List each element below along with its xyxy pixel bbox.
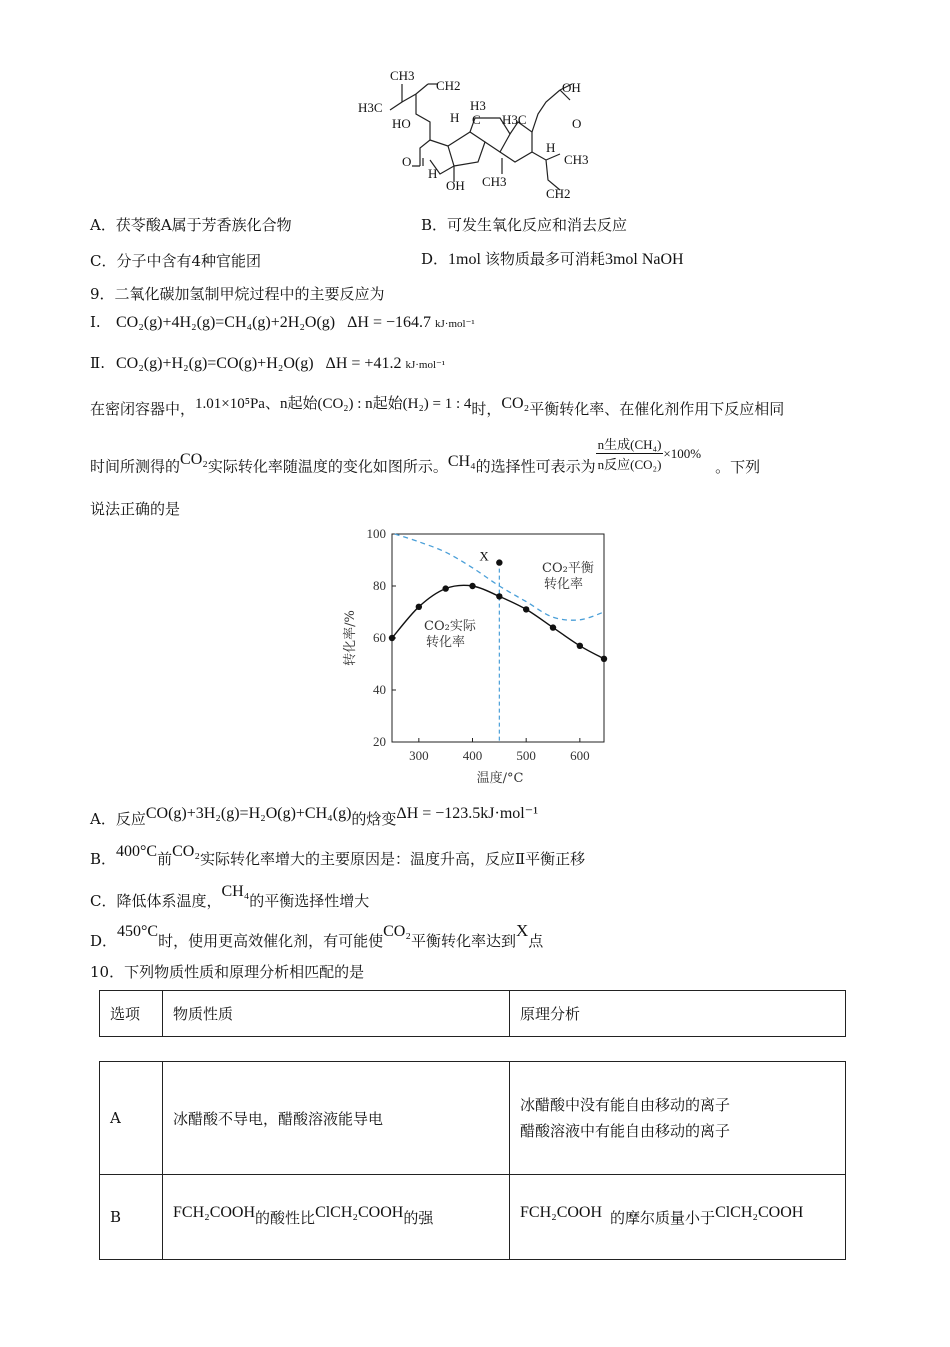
opt-b-text: 前	[157, 850, 173, 868]
q9-co2: CO₂	[180, 450, 208, 468]
selectivity-fraction	[596, 434, 664, 473]
reaction-1-label: Ⅰ.	[90, 313, 101, 331]
struct-label: H3C	[358, 100, 383, 115]
opt-d-text: 平衡转化率达到	[410, 932, 516, 950]
y-axis-label: 转化率/%	[343, 610, 358, 666]
q9-p1-text: 在密闭容器中，	[90, 400, 196, 418]
row-b-reason	[510, 1175, 846, 1260]
struct-label: O	[572, 116, 582, 131]
reaction-1-equation: CO₂(g)+4H₂(g)=CH₄(g)+2H₂O(g) ΔH = −164.7	[116, 314, 432, 331]
row-b-key: B	[100, 1175, 163, 1260]
q9-paragraph-3: 说法正确的是	[90, 500, 181, 518]
row-a-reason	[510, 1062, 846, 1175]
opt-d-text: 点	[528, 932, 544, 950]
opt-d-point: X	[515, 921, 529, 940]
point-x-label: X	[479, 548, 489, 564]
q9-condition: 1.01×10⁵Pa、n起始(CO₂) : n起始(H₂) = 1 : 4	[195, 396, 472, 412]
data-point	[496, 593, 502, 599]
q9-option-a	[90, 802, 538, 828]
header-option: 选项	[100, 991, 163, 1037]
q8-d-label: D．	[421, 250, 449, 268]
q9-paragraph-1	[90, 395, 785, 419]
q8-option-a: A．茯苓酸A属于芳香族化合物	[90, 216, 292, 234]
data-point	[550, 624, 556, 630]
struct-label: CH3	[390, 68, 415, 83]
point-x-marker	[496, 559, 502, 565]
struct-label: CH3	[482, 174, 507, 189]
q8-option-d	[421, 248, 684, 269]
q9-p1-text: 平衡转化率、在催化剂作用下反应相同	[529, 400, 785, 418]
row-b-property	[163, 1175, 510, 1260]
row-a-property: 冰醋酸不导电，醋酸溶液能导电	[163, 1062, 510, 1175]
struct-label: H	[450, 110, 460, 125]
opt-a-text: A．反应	[90, 810, 146, 828]
row-b-reason-text: 的摩尔质量小于	[610, 1208, 716, 1227]
struct-label: OH	[446, 178, 465, 193]
opt-c-text: C．降低体系温度，	[90, 892, 222, 910]
opt-c-text: 的平衡选择性增大	[249, 892, 370, 910]
x-tick-label: 400	[462, 748, 483, 763]
struct-label: C	[472, 112, 481, 127]
row-b-text: 的酸性比	[255, 1208, 316, 1227]
q10-body-table	[99, 1061, 846, 1260]
q9-p2-text: 的选择性可表示为	[475, 457, 596, 476]
q8-option-b: B．可发生氧化反应和消去反应	[421, 216, 628, 234]
data-point	[523, 606, 529, 612]
y-tick-label: 20	[373, 734, 386, 749]
struct-label: CH3	[564, 152, 589, 167]
header-reason: 原理分析	[510, 991, 846, 1037]
q9-reaction-1	[90, 313, 475, 332]
annotation-act-line1: CO₂实际	[424, 619, 476, 634]
q9-stem: 9．二氧化碳加氢制甲烷过程中的主要反应为	[90, 285, 385, 303]
struct-label: HO	[392, 116, 411, 131]
row-b-fch2cooh: FCH₂COOH	[173, 1203, 256, 1221]
opt-d-temp: 450°C	[117, 923, 159, 940]
x-tick-label: 500	[516, 748, 536, 763]
annotation-eq-line2: 转化率	[544, 577, 584, 592]
x-tick-label: 600	[570, 748, 590, 763]
data-point	[469, 583, 475, 589]
table-row	[100, 1175, 846, 1260]
struct-label: H	[546, 140, 556, 155]
struct-label: O	[402, 154, 412, 169]
y-tick-label: 60	[373, 630, 386, 645]
data-point	[442, 585, 448, 591]
conversion-chart	[330, 520, 630, 790]
q9-co2: CO₂	[501, 395, 530, 412]
annotation-act-line2: 转化率	[426, 635, 466, 650]
row-b-text: 的强	[403, 1208, 434, 1227]
fraction-denominator: n反应(CO₂)	[597, 457, 662, 472]
struct-label: CH2	[546, 186, 571, 201]
q9-reaction-2	[90, 354, 445, 373]
reaction-2-equation: CO₂(g)+H₂(g)=CO(g)+H₂O(g) ΔH = +41.2	[116, 355, 402, 372]
opt-b-temp: 400°C	[116, 843, 158, 860]
opt-d-co2: CO₂	[383, 923, 411, 940]
y-tick-label: 80	[373, 578, 386, 593]
q9-option-b	[90, 840, 586, 868]
data-point	[577, 643, 583, 649]
data-point	[601, 656, 607, 662]
row-b-clch2cooh: ClCH₂COOH	[315, 1203, 404, 1221]
q8-d-mid: 该物质最多可消耗	[484, 250, 605, 268]
fraction-tail: ×100%	[663, 445, 702, 461]
q8-d-amount-1mol: 1mol	[448, 251, 481, 268]
struct-label: OH	[562, 80, 581, 95]
q9-p1-text: 时，	[471, 400, 502, 418]
opt-b-text: B．	[90, 850, 117, 868]
x-tick-label: 300	[409, 748, 429, 763]
opt-a-enthalpy: ΔH = −123.5kJ·mol⁻¹	[396, 805, 538, 822]
row-a-reason-line1: 冰醋酸中没有能自由移动的离子	[520, 1096, 731, 1114]
struct-label: CH2	[436, 78, 461, 93]
q9-p2-text: 时间所测得的	[90, 457, 181, 476]
struct-label: H3C	[502, 112, 527, 127]
q9-p2-text: 。下列	[715, 457, 761, 476]
q9-paragraph-2	[90, 437, 761, 487]
opt-d-text: D．	[90, 932, 118, 950]
row-a-reason-line2: 醋酸溶液中有能自由移动的离子	[520, 1122, 731, 1140]
header-property: 物质性质	[163, 991, 510, 1037]
q10-stem: 10．下列物质性质和原理分析相匹配的是	[90, 963, 365, 981]
opt-b-co2: CO₂	[172, 843, 200, 860]
y-tick-label: 100	[366, 526, 386, 541]
opt-a-text: 的焓变	[351, 810, 397, 828]
struct-label: H3	[470, 98, 486, 113]
opt-b-text: 实际转化率增大的主要原因是：温度升高，反应Ⅱ平衡正移	[199, 850, 586, 868]
data-point	[416, 604, 422, 610]
x-axis-label: 温度/°C	[476, 771, 524, 786]
annotation-eq-line1: CO₂平衡	[542, 561, 594, 576]
q9-option-c	[90, 880, 370, 910]
struct-label: H	[428, 166, 438, 181]
row-b-reason-clch2cooh: ClCH₂COOH	[715, 1203, 804, 1221]
opt-d-text: 时，使用更高效催化剂，有可能使	[158, 932, 384, 950]
molecule-structure	[350, 62, 610, 204]
q9-option-d	[90, 920, 544, 950]
fraction-numerator: n生成(CH₄)	[596, 434, 664, 454]
opt-c-ch4: CH₄	[221, 883, 250, 900]
reaction-1-unit: kJ·mol⁻¹	[435, 318, 475, 330]
opt-a-equation: CO(g)+3H₂(g)=H₂O(g)+CH₄(g)	[145, 805, 352, 822]
row-b-reason-fch2cooh: FCH₂COOH	[520, 1203, 603, 1221]
q8-d-naoh: 3mol NaOH	[604, 251, 684, 268]
data-point	[389, 635, 395, 641]
y-tick-label: 40	[373, 682, 386, 697]
q9-p2-text: 实际转化率随温度的变化如图所示。	[207, 457, 448, 476]
table-row	[100, 1062, 846, 1175]
q9-ch4: CH₄	[447, 452, 476, 470]
q8-option-c: C．分子中含有4种官能团	[90, 252, 262, 270]
reaction-2-label: Ⅱ.	[90, 354, 105, 372]
reaction-2-unit: kJ·mol⁻¹	[405, 359, 446, 371]
q10-header-table	[99, 990, 846, 1037]
row-a-key: A	[100, 1062, 163, 1175]
